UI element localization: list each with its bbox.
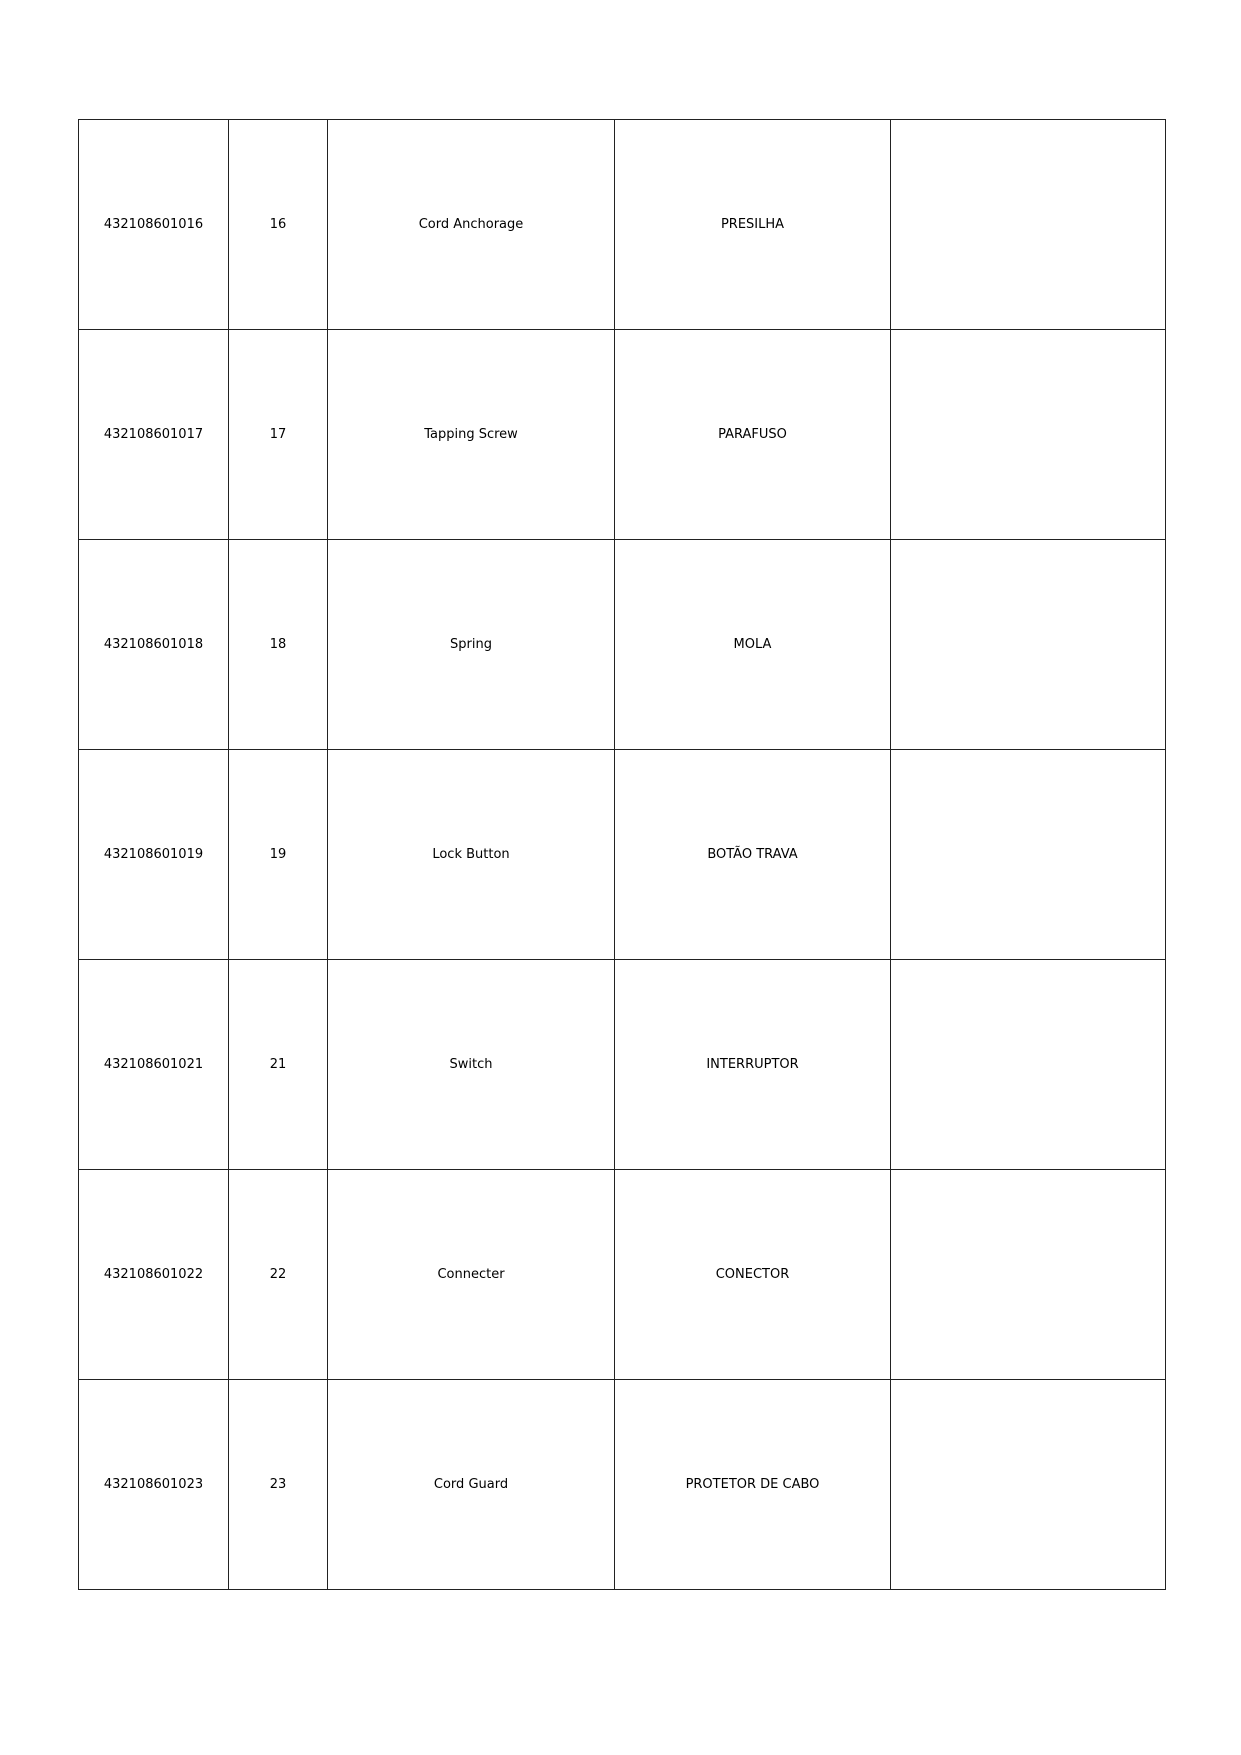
- empty-cell: [891, 750, 1166, 960]
- description-en-cell: Spring: [328, 540, 615, 750]
- part-code-cell: 432108601016: [79, 120, 229, 330]
- table-row: [79, 1170, 1166, 1380]
- description-pt-cell: PARAFUSO: [615, 330, 891, 540]
- reference-number-cell: 22: [229, 1170, 328, 1380]
- reference-number-cell: 19: [229, 750, 328, 960]
- table-row: [79, 960, 1166, 1170]
- part-code-cell: 432108601023: [79, 1380, 229, 1590]
- parts-table: [78, 119, 1166, 1590]
- table-row: [79, 750, 1166, 960]
- description-en-cell: Cord Guard: [328, 1380, 615, 1590]
- reference-number-cell: 17: [229, 330, 328, 540]
- table-row: [79, 330, 1166, 540]
- description-en-cell: Cord Anchorage: [328, 120, 615, 330]
- reference-number-cell: 18: [229, 540, 328, 750]
- part-code-cell: 432108601021: [79, 960, 229, 1170]
- description-pt-cell: INTERRUPTOR: [615, 960, 891, 1170]
- description-en-cell: Lock Button: [328, 750, 615, 960]
- description-en-cell: Connecter: [328, 1170, 615, 1380]
- empty-cell: [891, 960, 1166, 1170]
- empty-cell: [891, 1380, 1166, 1590]
- description-pt-cell: MOLA: [615, 540, 891, 750]
- empty-cell: [891, 330, 1166, 540]
- table-row: [79, 1380, 1166, 1590]
- reference-number-cell: 16: [229, 120, 328, 330]
- description-en-cell: Tapping Screw: [328, 330, 615, 540]
- empty-cell: [891, 120, 1166, 330]
- part-code-cell: 432108601019: [79, 750, 229, 960]
- empty-cell: [891, 1170, 1166, 1380]
- description-pt-cell: CONECTOR: [615, 1170, 891, 1380]
- table-row: [79, 120, 1166, 330]
- description-en-cell: Switch: [328, 960, 615, 1170]
- description-pt-cell: PROTETOR DE CABO: [615, 1380, 891, 1590]
- part-code-cell: 432108601018: [79, 540, 229, 750]
- reference-number-cell: 23: [229, 1380, 328, 1590]
- description-pt-cell: PRESILHA: [615, 120, 891, 330]
- table-row: [79, 540, 1166, 750]
- reference-number-cell: 21: [229, 960, 328, 1170]
- part-code-cell: 432108601017: [79, 330, 229, 540]
- empty-cell: [891, 540, 1166, 750]
- part-code-cell: 432108601022: [79, 1170, 229, 1380]
- description-pt-cell: BOTÃO TRAVA: [615, 750, 891, 960]
